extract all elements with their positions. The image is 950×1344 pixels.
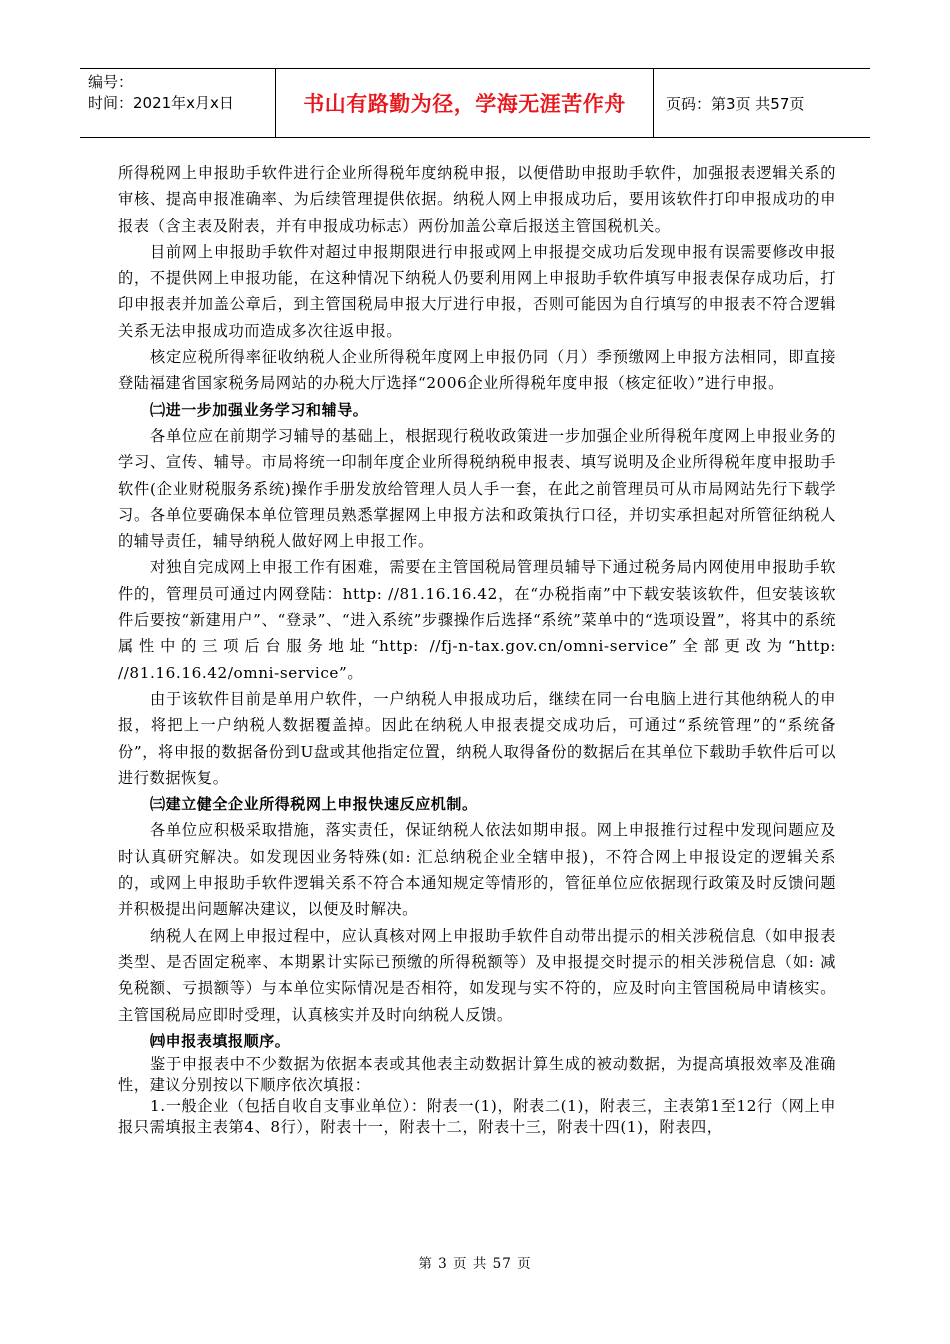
header-meta [80, 69, 276, 137]
doc-date: 时间：2021年x月x日 [88, 94, 234, 112]
doc-number: 编号： [88, 73, 134, 91]
paragraph: 各单位应在前期学习辅导的基础上，根据现行税收政策进一步加强企业所得税年度网上申报业务的学习、宣传、辅导。市局将统一印制年度企业所得税纳税申报表、填写说明及企业所得税年度申报助手软件(企业财税服务系统)操作手册发放给管理人员人手一套，在此之前管理员可从市局网站先行下载学习。各单位要确保本单位管理员熟悉掌握网上申报方法和政策执行口径，并切实承担起对所管征纳税人的辅导责任，辅导纳税人做好网上申报工作。 [118, 426, 836, 551]
header-page-info: 页码：第3页 共57页 [666, 94, 805, 113]
page-header [80, 68, 870, 138]
page-footer: 第 3 页 共 57 页 [418, 1256, 532, 1272]
paragraph: 1.一般企业（包括自收自支事业单位）：附表一(1)，附表二(1)，附表三，主表第1至12行（网上申报只需填报主表第4、8行），附表十一，附表十二，附表十三，附表十四(1)，附表四， [118, 1097, 836, 1137]
paragraph: 所得税网上申报助手软件进行企业所得税年度纳税申报，以便借助申报助手软件，加强报表逻辑关系的审核、提高申报准确率、为后续管理提供依据。纳税人网上申报成功后，要用该软件打印申报成功的申报表（含主表及附表，并有申报成功标志）两份加盖公章后报送主管国税机关。 [118, 164, 836, 235]
section-heading: ㈡进一步加强业务学习和辅导。 [150, 400, 369, 419]
paragraph: 由于该软件目前是单用户软件，一户纳税人申报成功后，继续在同一台电脑上进行其他纳税人的申报，将把上一户纳税人数据覆盖掉。因此在纳税人申报表提交成功后，可通过“系统管理”的“系统备份”，将申报的数据备份到U盘或其他指定位置，纳税人取得备份的数据后在其单位下载助手软件后可以进行数据恢复。 [118, 689, 836, 787]
paragraph: 目前网上申报助手软件对超过申报期限进行申报或网上申报提交成功后发现申报有误需要修改申报的，不提供网上申报功能，在这种情况下纳税人仍要利用网上申报助手软件填写申报表保存成功后，打印申报表并加盖公章后，到主管国税局申报大厅进行申报，否则可能因为自行填写的申报表不符合逻辑关系无法申报成功而造成多次往返申报。 [118, 242, 836, 340]
paragraph: 对独自完成网上申报工作有困难，需要在主管国税局管理员辅导下通过税务局内网使用申报助手软件的，管理员可通过内网登陆：http: //81.16.16.42，在“办税指南”中下载安装该软件，但安装该软件后要按“新建用户”、“登录”、“进入系统”步骤操作后选择“系统”菜单中的“选项设置”，将其中的系统属性中的三项后台服务地址“http: //fj-n-tax.gov.cn/omni-service”全部更改为“http: //81.16.16.42/omni-service”。 [118, 558, 836, 682]
paragraph: 鉴于申报表中不少数据为依据本表或其他表主动数据计算生成的被动数据，为提高填报效率及准确性，建议分别按以下顺序依次填报： [118, 1055, 836, 1095]
document-body [118, 160, 836, 1138]
header-motto: 书山有路勤为径，学海无涯苦作舟 [276, 69, 654, 137]
paragraph: 核定应税所得率征收纳税人企业所得税年度网上申报仍同（月）季预缴网上申报方法相同，即直接登陆福建省国家税务局网站的办税大厅选择“2006企业所得税年度申报（核定征收）”进行申报。 [118, 348, 836, 393]
section-heading: ㈣申报表填报顺序。 [150, 1031, 291, 1050]
paragraph: 纳税人在网上申报过程中，应认真核对网上申报助手软件自动带出提示的相关涉税信息（如申报表类型、是否固定税率、本期累计实际已预缴的所得税额等）及申报提交时提示的相关涉税信息（如: 减免税额、亏损额等）与本单位实际情况是否相符，如发现与实不符的，应及时向主管国税局申请核实。主管国税局应即时受理，认真核实并及时向纳税人反馈。 [118, 926, 836, 1024]
paragraph: 各单位应积极采取措施，落实责任，保证纳税人依法如期申报。网上申报推行过程中发现问题应及时认真研究解决。如发现因业务特殊(如: 汇总纳税企业全辖申报)，不符合网上申报设定的逻辑关系的，或网上申报助手软件逻辑关系不符合本通知规定等情形的，管征单位应依据现行政策及时反馈问题并积极提出问题解决建议，以便及时解决。 [118, 821, 836, 919]
section-heading: ㈢建立健全企业所得税网上申报快速反应机制。 [150, 795, 478, 814]
